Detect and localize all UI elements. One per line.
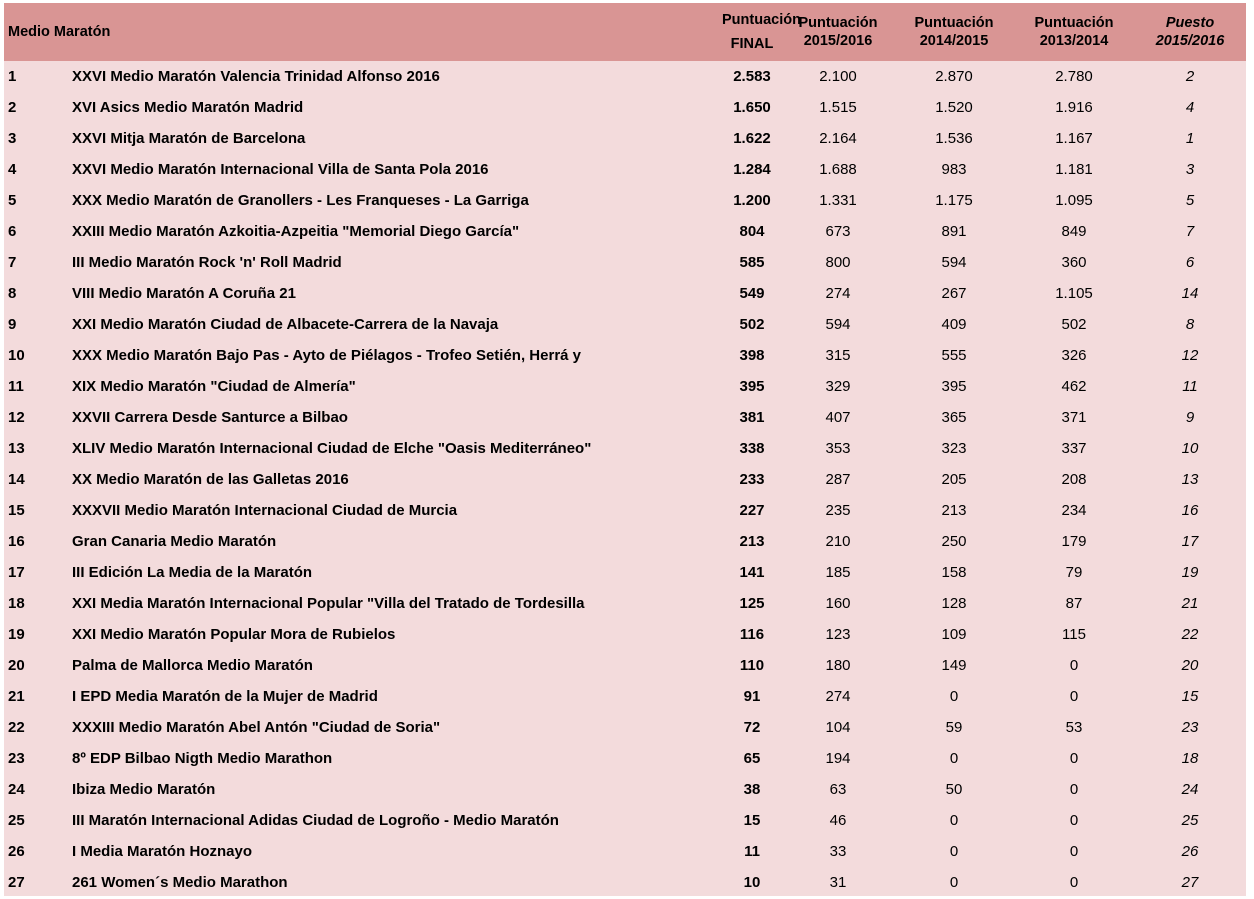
cell-final-score: 502 (739, 316, 765, 333)
cell-position: 14 (8, 471, 25, 488)
cell-final-score: 141 (739, 564, 765, 581)
cell-score-2014-2015: 323 (941, 440, 967, 457)
table-row (4, 340, 1246, 371)
cell-score-2015-2016: 1.515 (819, 99, 857, 116)
cell-race-name: XXX Medio Maratón de Granollers - Les Franqueses - La Garriga (72, 192, 529, 209)
cell-score-2015-2016: 800 (825, 254, 851, 271)
cell-score-2013-2014: 115 (1062, 626, 1086, 643)
cell-score-2014-2015: 1.536 (935, 130, 973, 147)
cell-score-2015-2016: 185 (825, 564, 851, 581)
table-row (4, 185, 1246, 216)
cell-final-score: 398 (739, 347, 765, 364)
cell-race-name: XXI Medio Maratón Popular Mora de Rubielos (72, 626, 396, 643)
cell-score-2014-2015: 395 (941, 378, 967, 395)
table-row (4, 309, 1246, 340)
col-header-final-line1: Puntuación (722, 12, 801, 28)
cell-score-2013-2014: 0 (1069, 657, 1079, 674)
cell-score-2013-2014: 208 (1061, 471, 1087, 488)
cell-score-2015-2016: 2.164 (819, 130, 857, 147)
cell-score-2014-2015: 594 (941, 254, 967, 271)
cell-score-2013-2014: 1.095 (1055, 192, 1093, 209)
cell-score-2014-2015: 149 (941, 657, 967, 674)
ranking-sheet (4, 3, 1246, 896)
cell-race-name: Gran Canaria Medio Maratón (72, 533, 277, 550)
table-row (4, 247, 1246, 278)
col-header-2014-2015: Puntuación 2014/2015 (914, 15, 994, 49)
cell-puesto-2015-2016: 21 (1181, 595, 1199, 612)
cell-race-name: Ibiza Medio Maratón (72, 781, 216, 798)
cell-final-score: 227 (739, 502, 765, 519)
cell-score-2013-2014: 53 (1065, 719, 1083, 736)
cell-score-2015-2016: 673 (825, 223, 851, 240)
table-row (4, 61, 1246, 92)
cell-puesto-2015-2016: 2 (1185, 68, 1195, 85)
cell-score-2014-2015: 267 (941, 285, 967, 302)
table-row (4, 526, 1246, 557)
cell-position: 1 (8, 68, 17, 85)
cell-final-score: 233 (739, 471, 765, 488)
cell-race-name: XIX Medio Maratón "Ciudad de Almería" (72, 378, 356, 395)
cell-race-name: XXVII Carrera Desde Santurce a Bilbao (72, 409, 348, 426)
cell-score-2013-2014: 79 (1065, 564, 1083, 581)
cell-score-2013-2014: 1.105 (1055, 285, 1093, 302)
cell-puesto-2015-2016: 13 (1181, 471, 1199, 488)
cell-score-2013-2014: 0 (1069, 843, 1079, 860)
cell-final-score: 15 (743, 812, 761, 829)
cell-final-score: 213 (739, 533, 765, 550)
cell-score-2013-2014: 462 (1061, 378, 1087, 395)
cell-score-2014-2015: 891 (941, 223, 967, 240)
cell-score-2014-2015: 128 (941, 595, 967, 612)
cell-score-2015-2016: 274 (825, 285, 851, 302)
cell-score-2013-2014: 1.167 (1055, 130, 1093, 147)
cell-final-score: 1.284 (733, 161, 771, 178)
cell-score-2014-2015: 2.870 (935, 68, 973, 85)
table-row (4, 588, 1246, 619)
cell-puesto-2015-2016: 26 (1181, 843, 1199, 860)
cell-puesto-2015-2016: 8 (1185, 316, 1195, 333)
cell-race-name: XXX Medio Maratón Bajo Pas - Ayto de Piélagos - Trofeo Setién, Herrá y (72, 347, 582, 364)
cell-score-2015-2016: 2.100 (819, 68, 857, 85)
cell-position: 27 (8, 874, 25, 891)
cell-race-name: III Medio Maratón Rock 'n' Roll Madrid (72, 254, 342, 271)
cell-score-2015-2016: 235 (825, 502, 851, 519)
cell-final-score: 2.583 (733, 68, 771, 85)
table-row (4, 464, 1246, 495)
cell-score-2014-2015: 0 (949, 688, 959, 705)
cell-race-name: XXI Media Maratón Internacional Popular "Villa del Tratado de Tordesilla (72, 595, 585, 612)
table-row (4, 681, 1246, 712)
cell-score-2013-2014: 87 (1065, 595, 1083, 612)
cell-race-name: 8º EDP Bilbao Nigth Medio Marathon (72, 750, 333, 767)
col-header-final-line2: FINAL (730, 36, 774, 52)
cell-score-2015-2016: 210 (825, 533, 851, 550)
cell-race-name: XXI Medio Maratón Ciudad de Albacete-Carrera de la Navaja (72, 316, 499, 333)
cell-score-2015-2016: 329 (825, 378, 851, 395)
table-row (4, 867, 1246, 898)
table-row (4, 650, 1246, 681)
cell-position: 8 (8, 285, 17, 302)
cell-race-name: XXXVII Medio Maratón Internacional Ciudad de Murcia (72, 502, 458, 519)
cell-final-score: 804 (739, 223, 765, 240)
table-row (4, 619, 1246, 650)
cell-puesto-2015-2016: 15 (1181, 688, 1199, 705)
cell-race-name: III Edición La Media de la Maratón (72, 564, 313, 581)
cell-score-2015-2016: 180 (825, 657, 851, 674)
cell-score-2014-2015: 0 (949, 874, 959, 891)
cell-score-2014-2015: 409 (941, 316, 967, 333)
cell-final-score: 1.650 (733, 99, 771, 116)
cell-race-name: 261 Women´s Medio Marathon (72, 874, 288, 891)
cell-position: 17 (8, 564, 25, 581)
ranking-table (4, 3, 1246, 898)
cell-position: 9 (8, 316, 17, 333)
cell-race-name: XXIII Medio Maratón Azkoitia-Azpeitia "Memorial Diego García" (72, 223, 520, 240)
table-row (4, 836, 1246, 867)
cell-score-2014-2015: 158 (941, 564, 967, 581)
cell-score-2013-2014: 0 (1069, 874, 1079, 891)
cell-score-2015-2016: 63 (829, 781, 847, 798)
cell-position: 18 (8, 595, 25, 612)
cell-position: 21 (8, 688, 25, 705)
table-row (4, 557, 1246, 588)
cell-puesto-2015-2016: 23 (1181, 719, 1199, 736)
cell-score-2014-2015: 1.520 (935, 99, 973, 116)
cell-position: 11 (8, 378, 24, 395)
cell-race-name: VIII Medio Maratón A Coruña 21 (72, 285, 296, 302)
cell-final-score: 72 (743, 719, 761, 736)
cell-position: 12 (8, 409, 25, 426)
header-row (4, 3, 1246, 61)
cell-score-2014-2015: 555 (941, 347, 967, 364)
col-header-final (662, 3, 801, 61)
cell-final-score: 11 (744, 843, 760, 860)
cell-score-2015-2016: 353 (825, 440, 851, 457)
table-title: Medio Maratón (8, 24, 111, 40)
table-row (4, 743, 1246, 774)
cell-position: 3 (8, 130, 17, 147)
cell-score-2015-2016: 160 (825, 595, 851, 612)
cell-race-name: Palma de Mallorca Medio Maratón (72, 657, 313, 674)
col-header-2013-2014: Puntuación 2013/2014 (1034, 15, 1114, 49)
cell-puesto-2015-2016: 24 (1181, 781, 1199, 798)
cell-puesto-2015-2016: 6 (1185, 254, 1195, 271)
cell-final-score: 125 (739, 595, 765, 612)
cell-score-2015-2016: 1.688 (819, 161, 857, 178)
cell-position: 13 (8, 440, 25, 457)
cell-puesto-2015-2016: 27 (1181, 874, 1199, 891)
cell-puesto-2015-2016: 19 (1181, 564, 1199, 581)
cell-position: 25 (8, 812, 25, 829)
table-row (4, 123, 1246, 154)
cell-puesto-2015-2016: 20 (1181, 657, 1199, 674)
cell-puesto-2015-2016: 9 (1185, 409, 1195, 426)
cell-puesto-2015-2016: 4 (1185, 99, 1195, 116)
cell-score-2015-2016: 46 (829, 812, 847, 829)
cell-score-2013-2014: 849 (1061, 223, 1087, 240)
cell-final-score: 1.622 (733, 130, 771, 147)
cell-puesto-2015-2016: 3 (1185, 161, 1195, 178)
cell-position: 6 (8, 223, 17, 240)
cell-race-name: XXVI Medio Maratón Valencia Trinidad Alfonso 2016 (72, 68, 440, 85)
cell-race-name: XVI Asics Medio Maratón Madrid (72, 99, 304, 116)
cell-puesto-2015-2016: 7 (1185, 223, 1195, 240)
cell-puesto-2015-2016: 14 (1181, 285, 1199, 302)
cell-score-2014-2015: 0 (949, 750, 959, 767)
cell-puesto-2015-2016: 25 (1181, 812, 1199, 829)
cell-score-2014-2015: 205 (941, 471, 967, 488)
cell-score-2013-2014: 0 (1069, 688, 1079, 705)
cell-puesto-2015-2016: 11 (1182, 378, 1198, 395)
table-row (4, 278, 1246, 309)
cell-final-score: 338 (739, 440, 765, 457)
cell-race-name: XXVI Mitja Maratón de Barcelona (72, 130, 306, 147)
cell-puesto-2015-2016: 5 (1185, 192, 1195, 209)
cell-score-2013-2014: 1.181 (1055, 161, 1093, 178)
cell-puesto-2015-2016: 17 (1181, 533, 1199, 550)
cell-score-2013-2014: 234 (1061, 502, 1087, 519)
cell-score-2013-2014: 0 (1069, 781, 1079, 798)
cell-position: 5 (8, 192, 17, 209)
cell-position: 7 (8, 254, 17, 271)
cell-score-2013-2014: 337 (1061, 440, 1087, 457)
cell-race-name: XLIV Medio Maratón Internacional Ciudad de Elche "Oasis Mediterráneo" (72, 440, 592, 457)
cell-race-name: I EPD Media Maratón de la Mujer de Madrid (72, 688, 378, 705)
cell-score-2014-2015: 0 (949, 812, 959, 829)
cell-score-2014-2015: 365 (941, 409, 967, 426)
cell-score-2013-2014: 1.916 (1055, 99, 1093, 116)
table-row (4, 712, 1246, 743)
cell-race-name: XXXIII Medio Maratón Abel Antón "Ciudad de Soria" (72, 719, 441, 736)
col-header-2015-2016: Puntuación 2015/2016 (798, 15, 878, 49)
cell-final-score: 549 (739, 285, 765, 302)
cell-position: 26 (8, 843, 25, 860)
cell-score-2015-2016: 594 (825, 316, 851, 333)
cell-race-name: XX Medio Maratón de las Galletas 2016 (72, 471, 349, 488)
cell-puesto-2015-2016: 18 (1181, 750, 1199, 767)
cell-race-name: I Media Maratón Hoznayo (72, 843, 253, 860)
cell-puesto-2015-2016: 12 (1181, 347, 1199, 364)
cell-position: 4 (8, 161, 17, 178)
table-row (4, 402, 1246, 433)
cell-score-2015-2016: 33 (829, 843, 847, 860)
cell-score-2015-2016: 407 (825, 409, 851, 426)
cell-score-2013-2014: 0 (1069, 812, 1079, 829)
cell-position: 22 (8, 719, 25, 736)
table-row (4, 774, 1246, 805)
table-row (4, 154, 1246, 185)
cell-position: 10 (8, 347, 25, 364)
cell-final-score: 585 (739, 254, 765, 271)
cell-score-2014-2015: 109 (941, 626, 967, 643)
cell-score-2014-2015: 250 (941, 533, 967, 550)
cell-final-score: 116 (739, 626, 765, 643)
cell-final-score: 110 (739, 657, 765, 674)
cell-final-score: 38 (743, 781, 761, 798)
cell-position: 20 (8, 657, 25, 674)
cell-score-2014-2015: 213 (941, 502, 967, 519)
table-row (4, 433, 1246, 464)
cell-position: 2 (8, 99, 17, 116)
cell-position: 23 (8, 750, 25, 767)
cell-score-2013-2014: 0 (1069, 750, 1079, 767)
cell-score-2015-2016: 31 (829, 874, 847, 891)
cell-score-2014-2015: 0 (949, 843, 959, 860)
cell-final-score: 91 (743, 688, 761, 705)
cell-position: 24 (8, 781, 25, 798)
table-body (4, 61, 1246, 898)
cell-score-2015-2016: 104 (825, 719, 851, 736)
cell-race-name: XXVI Medio Maratón Internacional Villa de Santa Pola 2016 (72, 161, 489, 178)
cell-score-2014-2015: 983 (941, 161, 967, 178)
cell-score-2013-2014: 179 (1061, 533, 1087, 550)
cell-score-2013-2014: 360 (1061, 254, 1087, 271)
col-header-puesto-2015-2016: Puesto 2015/2016 (1155, 15, 1225, 49)
cell-final-score: 381 (739, 409, 765, 426)
cell-score-2015-2016: 1.331 (819, 192, 857, 209)
cell-puesto-2015-2016: 22 (1181, 626, 1199, 643)
cell-final-score: 10 (743, 874, 761, 891)
cell-position: 15 (8, 502, 25, 519)
cell-score-2015-2016: 287 (825, 471, 851, 488)
cell-score-2015-2016: 274 (825, 688, 851, 705)
cell-race-name: III Maratón Internacional Adidas Ciudad de Logroño - Medio Maratón (72, 812, 559, 829)
cell-score-2015-2016: 315 (825, 347, 851, 364)
cell-position: 19 (8, 626, 25, 643)
cell-score-2013-2014: 502 (1061, 316, 1087, 333)
cell-final-score: 395 (739, 378, 765, 395)
cell-puesto-2015-2016: 16 (1181, 502, 1199, 519)
table-row (4, 371, 1246, 402)
cell-score-2015-2016: 123 (825, 626, 851, 643)
cell-score-2013-2014: 371 (1061, 409, 1087, 426)
table-row (4, 495, 1246, 526)
cell-position: 16 (8, 533, 25, 550)
table-row (4, 216, 1246, 247)
cell-final-score: 65 (743, 750, 761, 767)
table-row (4, 92, 1246, 123)
table-row (4, 805, 1246, 836)
cell-score-2013-2014: 326 (1061, 347, 1087, 364)
cell-puesto-2015-2016: 10 (1181, 440, 1199, 457)
cell-score-2014-2015: 1.175 (935, 192, 973, 209)
cell-score-2013-2014: 2.780 (1055, 68, 1093, 85)
cell-final-score: 1.200 (733, 192, 771, 209)
cell-score-2014-2015: 50 (945, 781, 963, 798)
cell-score-2014-2015: 59 (945, 719, 963, 736)
cell-score-2015-2016: 194 (825, 750, 851, 767)
cell-puesto-2015-2016: 1 (1185, 130, 1195, 147)
